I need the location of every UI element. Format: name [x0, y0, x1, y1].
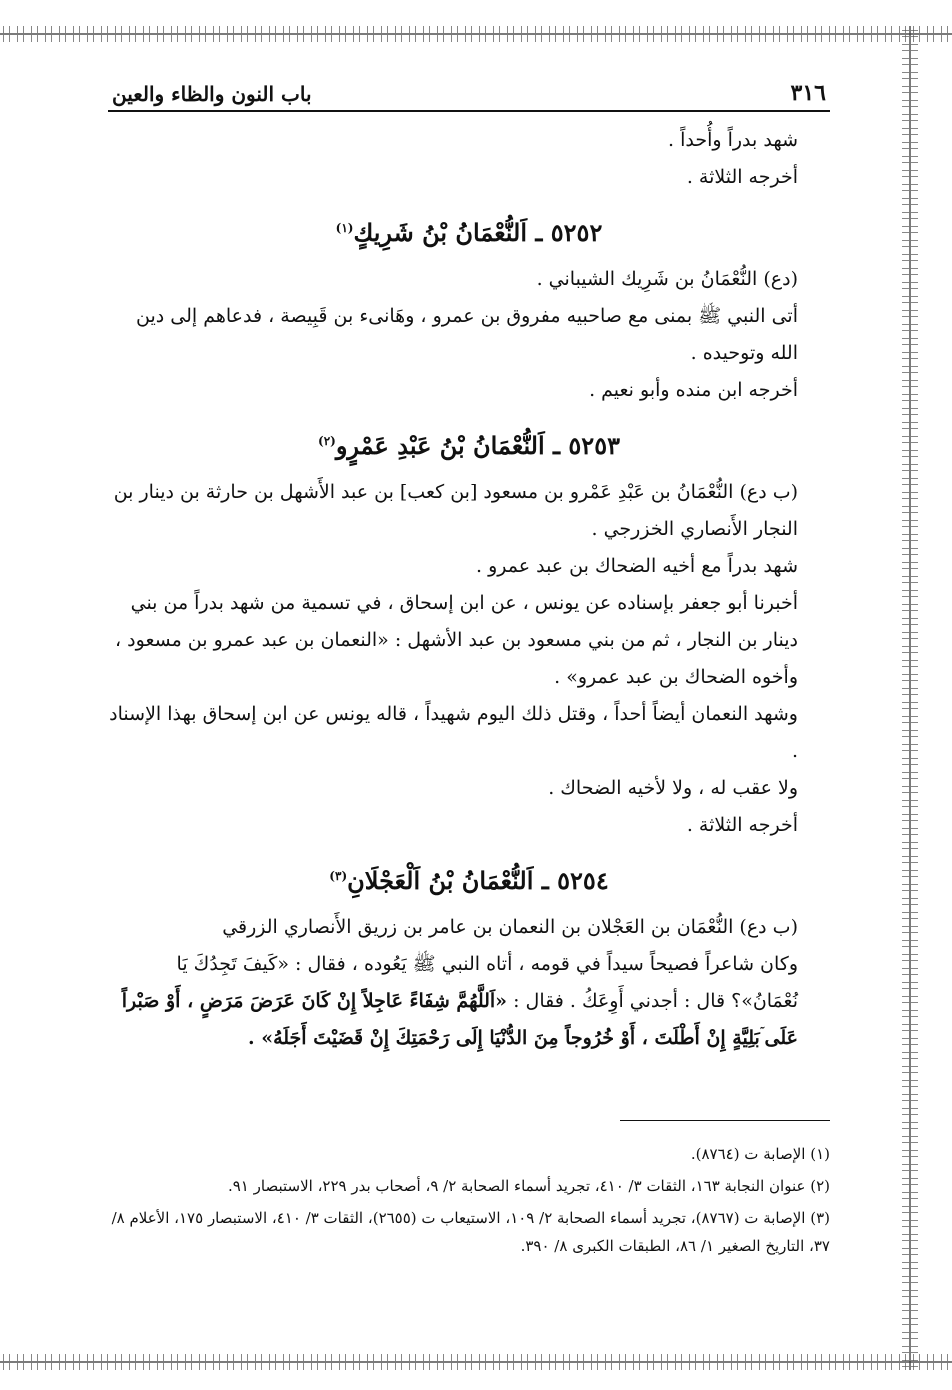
running-title: باب النون والظاء والعين: [112, 82, 312, 106]
footnote-rule: [620, 1120, 830, 1121]
text-line: شهد بدراً وأُحداً .: [668, 129, 798, 151]
entry-heading-5254: [108, 854, 830, 903]
paragraph: وشهد النعمان أيضاً أحداً ، وقتل ذلك اليوم شهيداً ، قاله يونس عن ابن إسحاق بهذا الإسناد .: [109, 703, 798, 762]
supplication-text: «اَللَّهُمَّ شِفَاءً عَاجِلاً إِنْ كَانَ عَرَضَ مَرَضٍ ، أَوْ صَبْراً عَلَى ۤبَلِيَّةٍ إِنْ أَطْلَتَ ، أَوْ خُرُوجاً مِنَ الدُّنْيَا إِلَى رَحْمَتِكَ إِنْ قَضَيْتَ أَجَلَهُ» .: [121, 990, 798, 1049]
paragraph: أتى النبي ﷺ بمنى مع صاحبيه مفروق بن عمرو ، وهَانىء بن قَبِيصة ، فدعاهم إلى دين الله وتوحيده .: [136, 305, 798, 364]
paragraph: (دع) النُّعْمَانُ بن شَرِيك الشيباني .: [536, 268, 798, 290]
footnote: (١) الإصابة ت (٨٧٦٤).: [690, 1145, 830, 1163]
paragraph: (ب دع) النُّعْمَانُ بن عَبْدِ عَمْرو بن مسعود [بن كعب] بن عبد الأَشهل بن حارثة بن دينار بن النجار الأَنصاري الخزرجي .: [113, 481, 798, 540]
heading-text: ٥٢٥٢ ـ اَلنُّعْمَانُ بْنُ شَرِيكٍ: [353, 218, 603, 247]
paragraph-text: وكان شاعراً فصيحاً سيداً في قومه ، أتاه النبي ﷺ يَعُوده ، فقال : «كَيفَ تَجِدُكَ يَا نُعْمَانُ»؟ قال : أجدني أَوِعَكُ . فقال :: [176, 953, 798, 1012]
footnote-list: [108, 1120, 830, 1260]
page-header: [108, 62, 830, 112]
paragraph: أخرجه الثلاثة .: [686, 814, 798, 836]
decorative-border-top: [0, 26, 952, 42]
page: [108, 62, 830, 1057]
entry-heading-5252: [108, 206, 830, 255]
decorative-border-bottom: [0, 1354, 952, 1370]
entry-heading-5253: [108, 419, 830, 468]
page-content: [108, 112, 830, 1057]
paragraph: أخبرنا أبو جعفر بإسناده عن يونس ، عن ابن إسحاق ، في تسمية من شهد بدراً من بني دينار بن النجار ، ثم من بني مسعود بن عبد الأشهل : «النعمان بن عبد عمرو بن مسعود ، وأخوه الضحاك بن عبد عمرو» .: [115, 592, 798, 688]
heading-text: ٥٢٥٣ ـ اَلنُّعْمَانُ بْنُ عَبْدِ عَمْرٍو: [335, 431, 620, 460]
paragraph: (ب دع) النُّعْمَان بن العَجْلان بن النعمان بن عامر بن زريق الأَنصاري الزرقي: [222, 916, 798, 938]
footnote: (٣) الإصابة ت (٨٧٦٧)، تجريد أسماء الصحابة ٢/ ١٠٩، الاستيعاب ت (٢٦٥٥)، الثقات ٣/ ٤١٠، الاستبصار ١٧٥، الأعلام ٨/ ٣٧، التاريخ الصغير ١/ ٨٦، الطبقات الكبرى ٨/ ٣٩٠.: [111, 1209, 830, 1255]
footnote-marker: (٣): [329, 869, 348, 883]
footnote: (٢) عنوان النجابة ١٦٣، الثقات ٣/ ٤١٠، تجريد أسماء الصحابة ٢/ ٩، أصحاب بدر ٢٢٩، الاستبصار ٩١.: [227, 1177, 830, 1195]
footnote-marker: (١): [335, 221, 354, 235]
footnotes: [108, 1120, 830, 1264]
paragraph: أخرجه ابن منده وأبو نعيم .: [589, 379, 798, 401]
footnote-marker: (٢): [318, 434, 336, 448]
decorative-border-right: [902, 26, 918, 1370]
heading-text: ٥٢٥٤ ـ اَلنُّعْمَانُ بْنُ اَلْعَجْلَانِ: [347, 866, 609, 895]
page-number: ٣١٦: [790, 80, 826, 106]
paragraph: ولا عقب له ، ولا لأخيه الضحاك .: [548, 777, 798, 799]
paragraph: [108, 946, 830, 1057]
paragraph: شهد بدراً مع أخيه الضحاك بن عبد عمرو .: [476, 555, 798, 577]
text-line: أخرجه الثلاثة .: [686, 166, 798, 188]
